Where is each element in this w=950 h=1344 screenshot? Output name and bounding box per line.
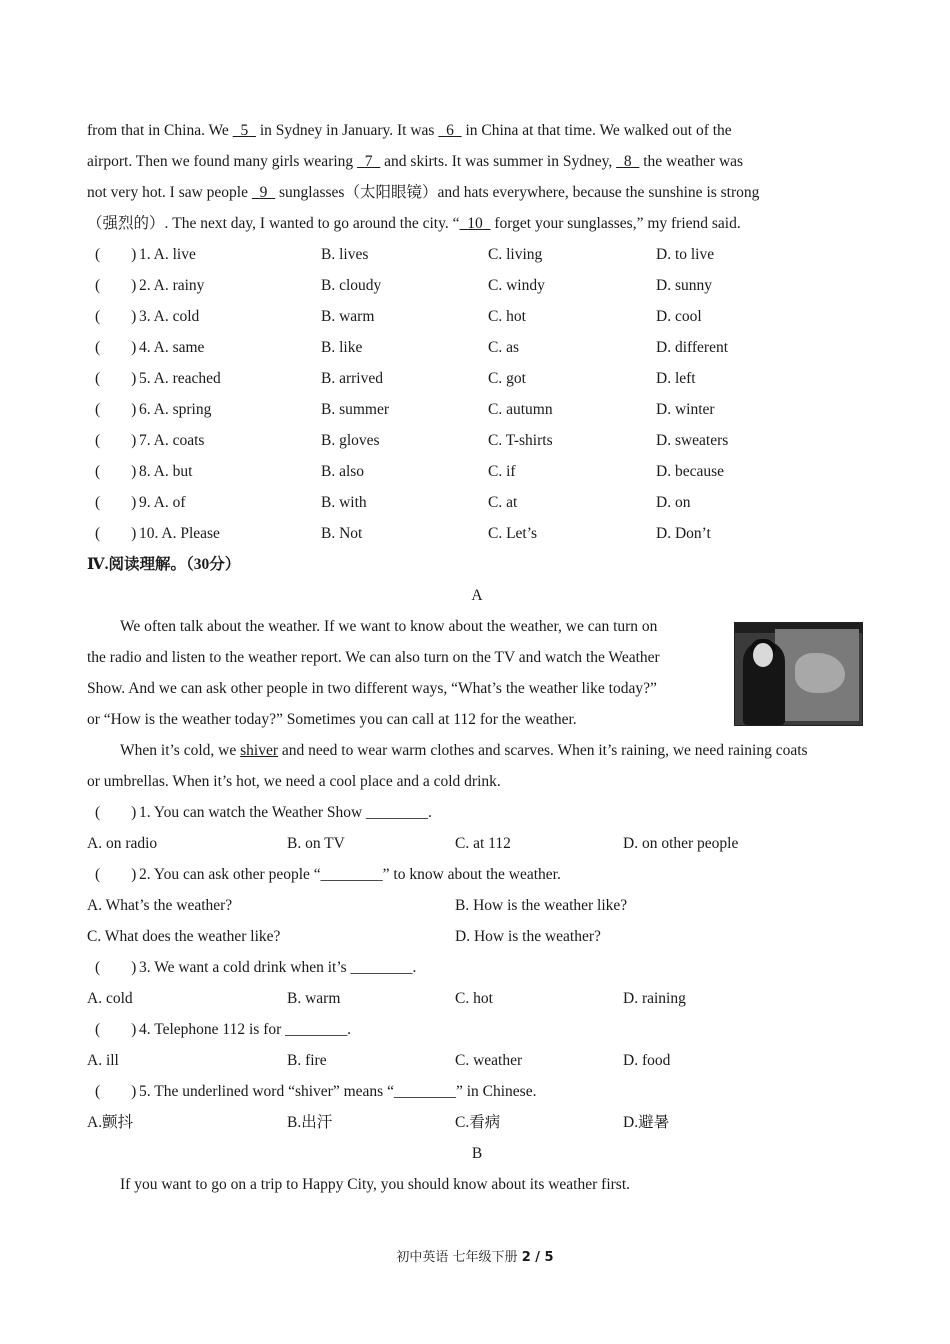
section-title: Ⅳ.阅读理解。（30分） (87, 556, 241, 573)
cloze-question-9: ( ) 9. A. of B. with C. at D. on (95, 494, 691, 511)
passage-a-line-4: or “How is the weather today?” Sometimes you can call at 112 for the weather. (87, 711, 577, 728)
reading-options-2b: C. What does the weather like? D. How is the weather? (87, 928, 601, 945)
passage-b-line-1: If you want to go on a trip to Happy City, you should know about its weather first. (120, 1176, 630, 1193)
weather-show-photo (734, 622, 863, 726)
cloze-line-3: not very hot. I saw people 9 sunglasses（太阳眼镜）and hats everywhere, because the sunshine is strong (87, 184, 760, 201)
cloze-question-1: ( ) 1. A. live B. lives C. living D. to live (95, 246, 715, 263)
reading-options-5: A.颤抖 B.出汗 C.看病 D.避暑 (87, 1114, 670, 1131)
weather-map-region (795, 653, 845, 693)
cloze-question-6: ( ) 6. A. spring B. summer C. autumn D. winter (95, 401, 715, 418)
passage-a-label: A (471, 587, 483, 604)
blank-6: 6 (446, 122, 454, 139)
cloze-question-7: ( ) 7. A. coats B. gloves C. T-shirts D. sweaters (95, 432, 729, 449)
cloze-question-10: ( ) 10. A. Please B. Not C. Let’s D. Don’t (95, 525, 711, 542)
cloze-question-8: ( ) 8. A. but B. also C. if D. because (95, 463, 724, 480)
blank-10: 10 (467, 215, 483, 232)
page-footer: 初中英语 七年级下册 2 / 5 (396, 1250, 554, 1265)
cloze-question-2: ( ) 2. A. rainy B. cloudy C. windy D. sunny (95, 277, 712, 294)
cloze-question-5: ( ) 5. A. reached B. arrived C. got D. left (95, 370, 696, 387)
passage-a-line-2: the radio and listen to the weather report. We can also turn on the TV and watch the Weather (87, 649, 660, 666)
blank-9: 9 (259, 184, 268, 201)
reading-options-2a: A. What’s the weather? B. How is the weather like? (87, 897, 628, 914)
reading-question-1: ( ) 1. You can watch the Weather Show ________. (95, 804, 432, 821)
cloze-line-4: （强烈的）. The next day, I wanted to go around the city. “ 10 forget your sunglasses,” my friend said. (87, 215, 741, 232)
reading-question-3: ( ) 3. We want a cold drink when it’s ________. (95, 959, 417, 976)
reading-question-4: ( ) 4. Telephone 112 is for ________. (95, 1021, 352, 1038)
cloze-line-2: airport. Then we found many girls wearing 7 and skirts. It was summer in Sydney, 8 the weather was (87, 153, 744, 170)
passage-a-line-1: We often talk about the weather. If we want to know about the weather, we can turn on (120, 618, 658, 635)
reading-options-1: A. on radio B. on TV C. at 112 D. on other people (87, 835, 739, 852)
anchor-face (753, 643, 773, 667)
passage-b-label: B (471, 1145, 483, 1162)
reading-question-5: ( ) 5. The underlined word “shiver” means “________” in Chinese. (95, 1083, 537, 1100)
blank-7: 7 (364, 153, 373, 170)
cloze-line-1: from that in China. We 5 in Sydney in January. It was 6 in China at that time. We walked out of the (87, 122, 732, 139)
reading-question-2: ( ) 2. You can ask other people “________” to know about the weather. (95, 866, 561, 883)
cloze-question-4: ( ) 4. A. same B. like C. as D. different (95, 339, 729, 356)
passage-a-line-3: Show. And we can ask other people in two different ways, “What’s the weather like today?” (87, 680, 657, 697)
page-number: 2 / 5 (521, 1250, 554, 1265)
blank-8: 8 (623, 153, 632, 170)
reading-options-4: A. ill B. fire C. weather D. food (87, 1052, 671, 1069)
passage-a-line-6: or umbrellas. When it’s hot, we need a cool place and a cold drink. (87, 773, 501, 790)
passage-a-line-5: When it’s cold, we shiver and need to wear warm clothes and scarves. When it’s raining, we need raining coats (120, 742, 808, 759)
cloze-question-3: ( ) 3. A. cold B. warm C. hot D. cool (95, 308, 702, 325)
reading-options-3: A. cold B. warm C. hot D. raining (87, 990, 686, 1007)
blank-5: 5 (240, 122, 249, 139)
underlined-word-shiver: shiver (240, 742, 278, 759)
